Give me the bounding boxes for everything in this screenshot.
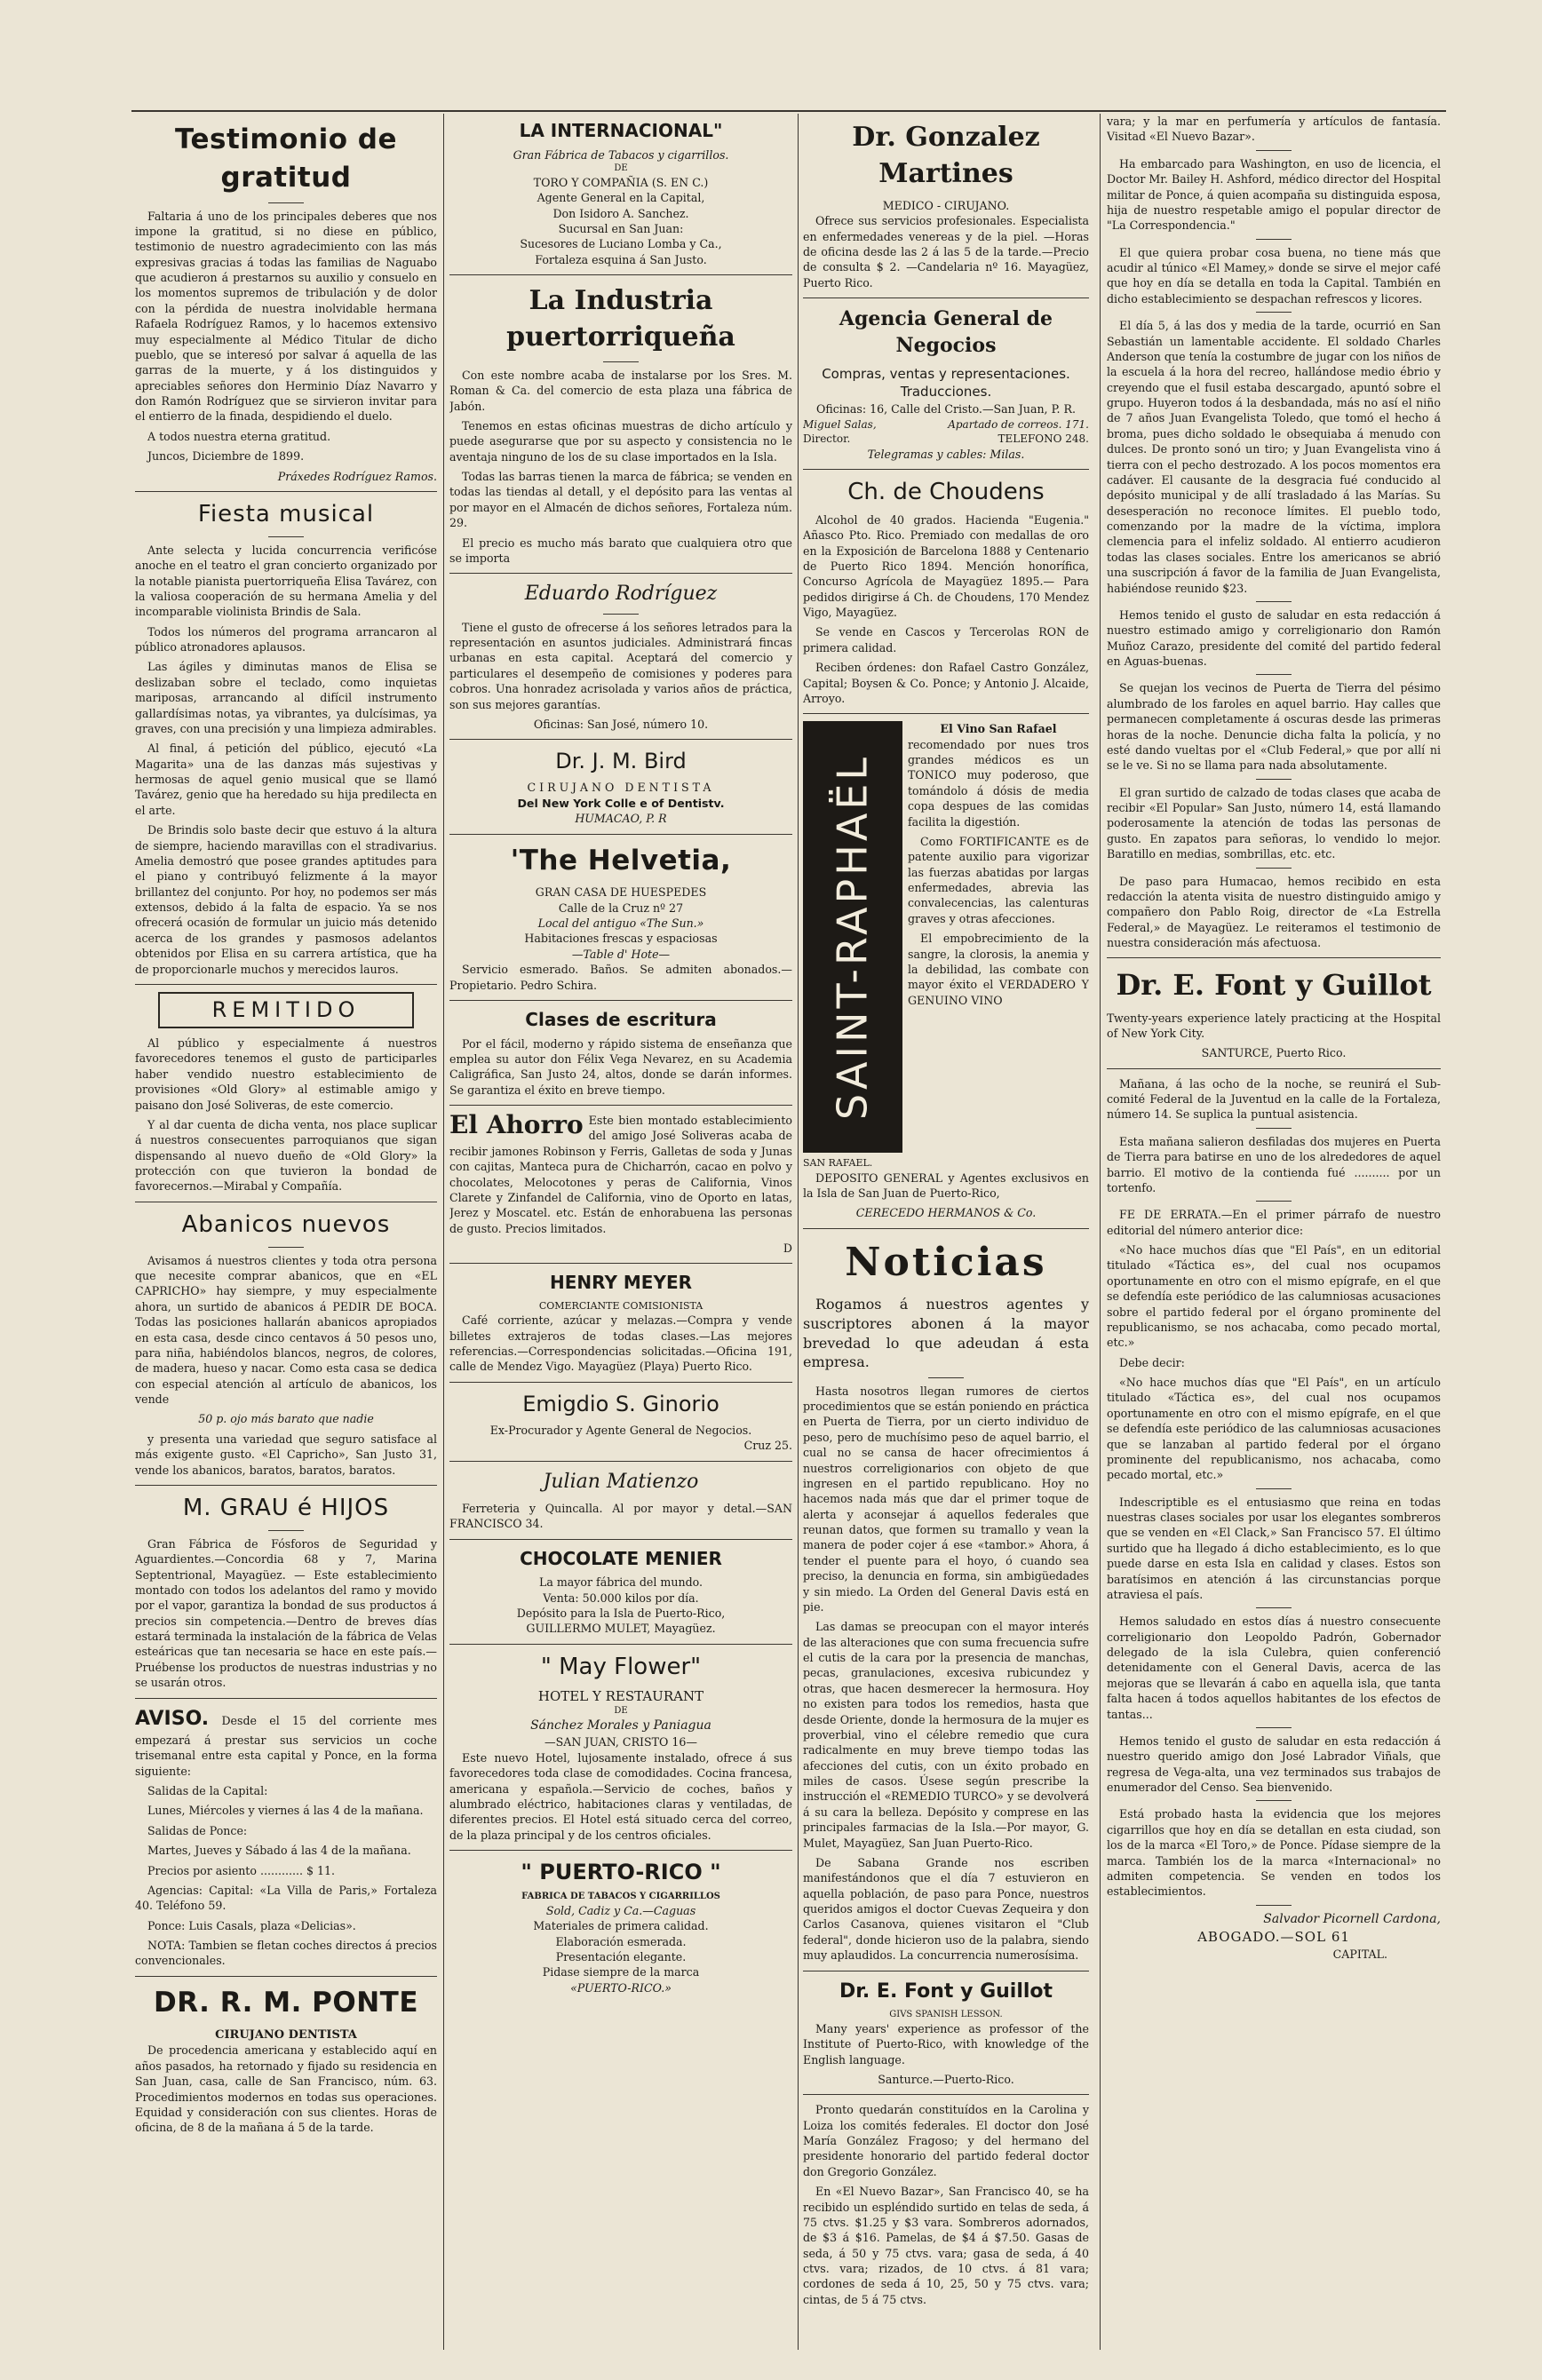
divider [1256,1905,1292,1906]
puertorico-line: Elaboración esmerada. [555,1934,687,1948]
divider [135,1698,437,1699]
meyer-subtitle: COMERCIANTE COMISIONISTA [538,1299,703,1312]
bird-heading: Dr. J. M. Bird [555,749,687,774]
agencia-line: Oficinas: 16, Calle del Cristo.—San Juan, P. R. [816,402,1076,416]
divider [135,984,437,985]
helvetia-line: Calle de la Cruz nº 27 [558,900,684,915]
testimonio-heading: Testimonio de gratitud [174,123,398,194]
martines-subtitle: MEDICO - CIRUJANO. [882,198,1010,212]
news-paragraph: Hemos tenido el gusto de saludar en esta redacción á nuestro querido amigo don José Labrador Viñals, que regresa de Vega-alta, una vez terminados sus trabajos de enumerador del Censo. Sea bienvenido. [1107,1733,1441,1795]
puertorico-line: Materiales de primera calidad. [533,1919,709,1933]
ponte-subtitle: CIRUJANO DENTISTA [215,2027,357,2042]
industria-heading: La Industria puertorriqueña [506,285,735,353]
noticias-paragraph: De Sabana Grande nos escriben manifestándonos que el día 7 estuvieron en aquella población, de paso para Ponce, nuestros queridos amigos el doctor Cuevas Zequeira y don Carlos Casanova, quienes visitaron el "Club federal", donde hicieron uso de la palabra, siendo muy aplaudidos. La concurrencia numerosísima. [803,1855,1089,1963]
testimonio-paragraph: Faltaria á uno de los principales deberes que nos impone la gratitud, si no diese en público, testimonio de nuestro agradecimiento con las más expresivas gracias á todas las familias de Naguabo que acudieron á prestarnos su auxilio y consuelo en los momentos supremos de tribulación y de dolor con la pérdida de nuestra inolvidable hermana Rafaela Rodríguez Ramos, y lo hacemos extensivo muy especialmente al Médico Titular de dicho pueblo, que se interesó por salvar á aquella de las garras de la muerte, y á los distinguidos y apreciables señores don Herminio Díaz Navarro y don Ramón Rodríguez que se sirvieron invitar para el entierro de la finada, despidiendo el duelo. [135,209,437,424]
news-paragraph: Ha embarcado para Washington, en uso de licencia, el Doctor Mr. Bailey H. Ashford, médico director del Hospital militar de Ponce, á quien acompaña su distinguida esposa, hija de nuestro respetable amigo el popular director de "La Correspondencia." [1107,156,1441,233]
divider [449,1461,792,1462]
remitido-paragraph: Al público y especialmente á nuestros favorecedores tenemos el gusto de participarles haber vendido nuestro establecimiento de provisiones «Old Glory» al estimable amigo y paisano don José Soliveras, de este comercio. [135,1036,437,1112]
news-paragraph: Hemos saludado en estos días á nuestro consecuente correligionario don Leopoldo Padrón, Gobernador delegado de la isla Culebra, quien conferenció detenidamente con el General Davis, acerca de las mejoras que se llevarán á cabo en aquella isla, que tanta falta hacen á todos aquellos habitantes de los efectos de tantas... [1107,1614,1441,1721]
divider [1256,150,1292,151]
divider [1107,957,1441,958]
fiesta-paragraph: Ante selecta y lucida concurrencia verificóse anoche en el teatro el gran concierto organizado por la notable pianista puertorriqueña Elisa Tavárez, con la valiosa cooperación de su hermana Amelia y del incomparable violinista Brindis de Sala. [135,543,437,619]
ginorio-line: Cruz 25. [743,1439,792,1453]
agencia-line: Miguel Salas, [803,417,877,431]
internacional-heading: LA INTERNACIONAL" [519,120,723,141]
divider [1256,1727,1292,1728]
divider [449,739,792,740]
raphael-label: SAINT-RAPHAËL [828,754,877,1121]
agencia-line: Telegramas y cables: Milas. [867,447,1025,461]
aviso-line: Precios por asiento ............ $ 11. [147,1863,336,1877]
divider [449,1382,792,1383]
internacional-line: Sucesores de Luciano Lomba y Ca., [520,237,722,251]
aviso-line: Salidas de Ponce: [147,1823,248,1837]
news-paragraph: El día 5, á las dos y media de la tarde, ocurrió en San Sebastián un lamentable accidente. El soldado Charles Anderson que tenía la costumbre de jugar con los niños de la escuela á la hora del recreo, hallándose medio ébrio y creyendo que el fusil estaba descargado, apuntó sobre el grupo. Huyeron todos á la desbandada, más no así el niño de 7 años Juan Evangelista Toledo, que tomó el hecho á broma, pues dicho soldado le obsequiaba á menudo con dulces. De pronto sonó un tiro; y Juan Evangelista vino á tierra con el pecho destrozado. A los pocos momentos era cadáver. El causante de la desgracia fué conducido al depósito municipal y de allí trasladado á las Marías. Su desesperación no reconoce límites. El pueblo todo, comenzando por la madre de la víctima, implora clemencia para el infeliz soldado. Al entierro acudieron todas las clases sociales. Entre los americanos se abrió una suscripción á favor de la familia de Juan Evangelista, habiéndose reunido $23. [1107,319,1441,595]
abanicos-paragraph: y presenta una variedad que seguro satisface al más exigente gusto. «El Capricho», San Justo 31, vende los abanicos, baratos, baratos, baratos. [135,1432,437,1477]
menier-line: La mayor fábrica del mundo. [538,1575,703,1590]
fiesta-heading: Fiesta musical [197,500,375,528]
remitido-heading: REMITIDO [158,992,414,1028]
raphael-paragraph: recomendado por nues tros grandes médicos es un TONICO muy poderoso, que tomándolo á dósis de media copa despues de las comidas facilita la digestión. [908,737,1089,829]
divider [1256,239,1292,240]
helvetia-paragraph: Servicio esmerado. Baños. Se admiten abonados.—Propietario. Pedro Schira. [449,963,792,992]
menier-heading: CHOCOLATE MENIER [520,1547,722,1569]
lawyer-city: CAPITAL. [1332,1947,1387,1961]
noticias-paragraph: Las damas se preocupan con el mayor interés de las alteraciones que con suma frecuencia sufre el cutis de la cara por la presencia de manchas, pecas, granulaciones, excesiva rubicundez y otras, que hacen desmerecer la hermosura. Hoy no existen para todos los remedios, hasta que desde Oriente, donde la hermosura de la mujer es proverbial, vino el célebre remedio que cura radicalmente en muy breve tiempo todas las afecciones del cutis, con un éxito probado en miles de casos. Úsese según prescribe la instrucción el «REMEDIO TURCO» y se devolverá á su cara la belleza. Depósito y comprese en las principales farmacias de la Isla.—Por mayor, G. Mulet, Mayagüez, San Juan Puerto-Rico. [803,1620,1089,1850]
helvetia-line: —Table d' Hote— [571,947,671,961]
puertorico-heading: " PUERTO-RICO " [521,1860,721,1884]
industria-paragraph: Con este nombre acaba de instalarse por los Sres. M. Roman & Ca. del comercio de esta plaza una fábrica de Jabón. [449,368,792,413]
matienzo-paragraph: Ferreteria y Quincalla. Al por mayor y detal.—SAN FRANCISCO 34. [449,1501,792,1531]
fiesta-paragraph: Las ágiles y diminutas manos de Elisa se deslizaban sobre el teclado, como inquietas mariposas, arrancando al difícil instrumento gallardísimas notas, ya vibrantes, ya dulcísimas, ya graves, con una precisión y una limpieza admirables. [135,660,437,735]
internacional-subtitle: Gran Fábrica de Tabacos y cigarrillos. [513,147,729,162]
ahorro-paragraph: Este bien montado establecimiento del amigo José Soliveras acaba de recibir jamones Robinson y Ferris, Galletas de soda y Junas con cajitas, Manteca pura de Chicharrón, cacao en polvo y chocolates, Melocotones y peras de California, Vinos Clarete y Zinfandel de California, vino de Oporto en latas, Jerez y Moscatel. etc. Están de enhorabuena las personas de gusto. Precios limitados. [449,1114,792,1235]
aviso-paragraph: Desde el 15 del corriente mes empezará á prestar sus servicios un coche trisemanal entre esta capital y Ponce, en la forma siguiente: [135,1713,437,1778]
internacional-line: Agente General en la Capital, [537,191,705,205]
news-paragraph: El que quiera probar cosa buena, no tiene más que acudir al túnico «El Mamey,» donde se sirve el mejor café que hoy en día se detalla en toda la Capital. También en dicho establecimiento se despachan refrescos y licores. [1107,245,1441,305]
divider [928,1377,964,1378]
divider [803,1228,1089,1229]
divider [449,573,792,574]
raphael-ad [803,721,1089,1156]
mayflower-line: —SAN JUAN, CRISTO 16— [544,1735,697,1749]
testimonio-signature: Práxedes Rodríguez Ramos. [277,469,437,483]
helvetia-line: Local del antiguo «The Sun.» [537,916,704,931]
font-heading: Dr. E. Font y Guillot [839,1979,1053,2003]
aviso-line: Martes, Jueves y Sábado á las 4 de la mañana. [147,1844,411,1858]
agencia-line: Traducciones. [900,384,992,401]
divider [1256,312,1292,313]
news-paragraph: Se quejan los vecinos de Puerta de Tierra del pésimo alumbrado de los faroles en aquel barrio. Hay calles que permanecen completamente á oscuras desde las primeras horas de la noche. Denuncie dicha falta la policía, y no esté dando vueltas por el «Club Federal,» que por allí ni se le ve. Si no se llama para nada absolutamente. [1107,681,1441,773]
news-paragraph: Mañana, á las ocho de la noche, se reunirá el Sub-comité Federal de la Juventud en la calle de la Fortaleza, número 14. Se suplica la puntual asistencia. [1107,1076,1441,1122]
bird-line: Del New York Colle e of Dentistv. [517,796,725,810]
agencia-line: TELEFONO 248. [998,432,1089,446]
eduardo-paragraph: Tiene el gusto de ofrecerse á los señores letrados para la representación en asuntos judiciales. Administrará fincas urbanas en esta capital. Aceptará del comercio y particulares el desempeño de comisiones y poderes para cobros. Una honradez acrisolada y varios años de práctica, son sus mejores garantías. [449,620,792,711]
abanicos-paragraph: Avisamos á nuestros clientes y toda otra persona que necesite comprar abanicos, que en «EL CAPRICHO» hay siempre, y muy especialmente ahora, un surtido de abanicos á PEDIR DE BOCA. Todas las posiciones hallarán abanicos apropiados en esta casa, desde cinco centavos á 50 pesos uno, para niña, habiéndolos blancos, negros, de colores, de madera, hueso y nacar. Como esta casa se dedica con especial atención al artículo de abanicos, los vende [135,1253,437,1407]
lawyer-title: ABOGADO.—SOL 61 [1197,1928,1350,1945]
font-guillot-heading: Dr. E. Font y Guillot [1116,968,1432,1003]
divider [449,1644,792,1645]
eduardo-address: Oficinas: San José, número 10. [533,717,709,731]
ahorro-signature: D [783,1242,792,1255]
choudens-heading: Ch. de Choudens [847,478,1045,505]
helvetia-heading: 'The Helvetia, [510,844,732,877]
agencia-line: Director. [803,432,851,446]
puertorico-line: Sold, Cadiz y Ca.—Caguas [545,1903,696,1917]
lawyer-name: Salvador Picornell Cardona, [1263,1911,1441,1926]
testimonio-date: Juncos, Diciembre de 1899. [147,449,305,464]
top-rule [131,110,1446,112]
aviso-line: Salidas de la Capital: [147,1784,268,1797]
divider [449,1850,792,1851]
noticias-paragraph: Hasta nosotros llegan rumores de ciertos procedimientos que se están poniendo en práctica en Puerta de Tierra, por un cierto individuo de peso, pero de muchísimo peso de aquel barrio, el cual no se cansa de hacer ofrecimientos á nuestros correligionarios con objeto de que ingresen en el partido republicano. Hoy no hacemos nada más que dar el primer toque de alerta y aconsejar á aquellos federales que reunan datos, que formen su tramallo y vean la manera de poder cojer á ese «tambor.» Ahora, á tender el puente para el hoyo, ó cuando sea preciso, la denuncia en forma, sin ambigüedades y sin miedo. La Orden del General Davis está en pie. [803,1384,1089,1614]
font-guillot-line: Twenty-years experience lately practicing at the Hospital of New York City. [1107,1011,1441,1040]
puertorico-line: Presentación elegante. [555,1950,687,1964]
divider [1256,1128,1292,1129]
internacional-line: Fortaleza esquina á San Justo. [535,252,707,266]
raphael-paragraph: El empobrecimiento de la sangre, la clorosis, la anemia y la debilidad, las combate con mayor éxito el VERDADERO Y GENUINO VINO [908,932,1089,1007]
divider [449,1105,792,1106]
ginorio-line: Ex-Procurador y Agente General de Negocios. [489,1423,752,1437]
errata-heading: FE DE ERRATA. [1119,1208,1221,1222]
bird-subtitle: CIRUJANO DENTISTA [527,781,715,795]
martines-paragraph: Ofrece sus servicios profesionales. Especialista en enfermedades venereas y de la piel. —Horas de oficina desde las 2 á las 5 de la tarde.—Precio de consulta $ 2. —Candelaria nº 16. Mayagüez, Puerto Rico. [803,214,1089,290]
helvetia-line: Habitaciones frescas y espaciosas [524,932,718,946]
errata-paragraph: «No hace muchos días que "El País", en un editorial titulado «Táctica es», del cual nos ocupamos oportunamente en otro con el mismo epígrafe, en el que se defendía este periódico de las calumniosas acusaciones sobre el partido federal por el órgano prominente del republicanismo, se nos achacaba, como pecado mortal, etc.» [1107,1243,1441,1350]
aviso-heading: AVISO. [135,1707,210,1730]
internacional-line: Sucursal en San Juan: [558,221,684,235]
column-4 [1107,114,1441,2353]
testimonio-paragraph: A todos nuestra eterna gratitud. [147,429,331,443]
divider [803,469,1089,470]
divider [803,2094,1089,2095]
divider [603,614,639,615]
column-rule [1100,114,1101,2350]
choudens-paragraph: Alcohol de 40 grados. Hacienda "Eugenia." Añasco Pto. Rico. Premiado con medallas de oro en la Exposición de Barcelona 1888 y Centenario de Puerto Rico 1894. Mención honorífica, Concurso Agrícola de Mayagüez 1895.— Para pedidos dirigirse á Ch. de Choudens, 170 Mendez Vigo, Mayagüez. [803,512,1089,620]
news-paragraph: De paso para Humacao, hemos recibido en esta redacción la atenta visita de nuestro distinguido amigo y compañero don Pablo Roig, director de «La Estrella Federal,» de Mayagüez. Le reiteramos el testimonio de nuestra consideración más afectuosa. [1107,874,1441,949]
internacional-owner: TORO Y COMPAÑIA (S. EN C.) [533,175,709,189]
escritura-heading: Clases de escritura [525,1008,717,1030]
raphael-caption: SAN RAFAEL. [803,1157,873,1170]
abanicos-heading: Abanicos nuevos [181,1210,391,1238]
internacional-line: Don Isidoro A. Sanchez. [552,206,689,220]
grau-paragraph: Gran Fábrica de Fósforos de Seguridad y Aguardientes.—Concordia 68 y 7, Marina Septentrional, Mayagüez. — Este establecimiento montado con todos los adelantos del ramo y movido por el vapor, garantiza la bondad de sus productos á precios sin competencia.—Dentro de breves días estará terminada la instalación de la fábrica de Velas esteáricas que tan necesaria se hace en este país.—Pruébense los productos de nuestras industrias y no se usarán otros. [135,1536,437,1690]
font-guillot-line: SANTURCE, Puerto Rico. [1201,1046,1347,1060]
divider [1256,1607,1292,1608]
divider [449,834,792,835]
errata-paragraph: Debe decir: [1119,1355,1185,1369]
ponte-heading: DR. R. M. PONTE [153,1986,419,2019]
divider [1256,1201,1292,1202]
news-paragraph: vara; y la mar en perfumería y artículos de fantasía. Visitad «El Nuevo Bazar». [1107,115,1441,144]
meyer-paragraph: Café corriente, azúcar y melazas.—Compra y vende billetes extrajeros de todas clases.—Las mejores referencias.—Correspondencias solicitadas.—Oficina 191, calle de Mendez Vigo. Mayagüez (Playa) Puerto Rico. [449,1313,792,1374]
martines-heading: Dr. Gonzalez Martines [852,122,1040,190]
font-subtitle: GIVS SPANISH LESSON. [889,2009,1003,2019]
grau-heading: M. GRAU é HIJOS [182,1494,390,1521]
divider [268,536,304,537]
puertorico-line: «PUERTO-RICO.» [570,1980,672,1995]
raphael-deposit: DEPOSITO GENERAL y Agentes exclusivos en la Isla de San Juan de Puerto-Rico, [803,1170,1089,1200]
mayflower-paragraph: Este nuevo Hotel, lujosamente instalado, ofrece á sus favorecedores toda clase de comodidades. Cocina francesa, americana y española.—Servicio de coches, baños y alumbrado eléctrico, habitaciones claras y ventiladas, de diferentes precios. El Hotel está situado cerca del correo, de la plaza principal y de los centros oficiales. [449,1750,792,1842]
matienzo-heading: Julian Matienzo [543,1470,699,1493]
errata-paragraph: «No hace muchos días que "El País", en un artículo titulado «Táctica es», del cual nos ocupamos oportunamente en otro con el mismo epígrafe, en el que se defendía este periódico de las calumniosas acusaciones que se lanzaban al partido federal por el órgano prominente del republicanismo, nos achacaba, como pecado mortal, etc.» [1107,1376,1441,1482]
divider [135,1976,437,1977]
menier-line: GUILLERMO MULET, Mayagüez. [526,1622,716,1636]
aviso-line: NOTA: Tambien se fletan coches directos á precios convencionales. [135,1939,437,1968]
fiesta-paragraph: De Brindis solo baste decir que estuvo á la altura de siempre, haciendo maravillas con el stradivarius. Amelia demostró que posee grandes aptitudes para el piano y contribuyó felizmente á la mayor brillantez del conjunto. Por hoy, no podemos ser más extensos, debido á la falta de espacio. Ya se nos ofrecerá ocasión de formular un juicio más detenido acerca de los grandes y pasmosos adelantos obtenidos por Elisa en su carrera artística, que ha de proporcionarle muchos y merecidos lauros. [135,823,437,976]
font-address: Santurce.—Puerto-Rico. [878,2072,1014,2086]
escritura-paragraph: Por el fácil, moderno y rápido sistema de enseñanza que emplea su autor don Félix Vega Nevarez, en su Academia Caligráfica, San Justo 24, altos, donde se darán informes. Se garantiza el éxito en breve tiempo. [449,1036,792,1097]
divider [268,202,304,203]
agencia-heading: Agencia General de Negocios [839,307,1053,358]
industria-paragraph: Todas las barras tienen la marca de fábrica; se venden en todas las tiendas al detall, y el depósito para las ventas al por mayor en el Almacén de dichos señores, Fortaleza núm. 29. [449,470,792,530]
news-paragraph: Esta mañana salieron desfiladas dos mujeres en Puerta de Tierra para batirse en uno de los alrededores de aquel barrio. El motivo de la contienda fué .......... por un tortenfo. [1107,1134,1441,1194]
agencia-line: Compras, ventas y representaciones. [822,365,1070,382]
divider [603,361,639,362]
column-3 [803,114,1089,2353]
ponte-paragraph: De procedencia americana y establecido aquí en años pasados, ha retornado y fijado su residencia en San Juan, casa, calle de San Francisco, núm. 63. Procedimientos modernos en todas sus operaciones. Equidad y consideración con sus clientes. Horas de oficina, de 8 de la mañana á 5 de la tarde. [135,2043,437,2135]
industria-paragraph: Tenemos en estas oficinas muestras de dicho artículo y puede asegurarse que por su aspecto y consistencia no le aventaja ninguno de los de su clase importados en la Isla. [449,418,792,464]
remitido-paragraph: Y al dar cuenta de dicha venta, nos place suplicar á nuestros consecuentes parroquianos que sigan dispensando al nuevo dueño de «Old Glory» la protección con que tuvieron la bondad de favorecernos.—Mirabal y Compañía. [135,1117,437,1194]
agencia-line: Apartado de correos. 171. [948,417,1089,431]
aviso-line: Agencias: Capital: «La Villa de Paris,» Fortaleza 40. Teléfono 59. [135,1883,437,1913]
divider [135,1485,437,1486]
noticias-paragraph: En «El Nuevo Bazar», San Francisco 40, se ha recibido un espléndido surtido en telas de seda, á 75 ctvs. $1.25 y $3 vara. Sombreros adornados, de $3 á $16. Pamelas, de $4 á $7.50. Gasas de seda, á 50 y 75 ctvs. vara; gasa de seda, á 40 ctvs. vara; rizados, de 10 ctvs. á 81 vara; cordones de seda á 10, 25, 50 y 75 ctvs. vara; cintas, de 5 á 75 ctvs. [803,2185,1089,2306]
divider [1256,1488,1292,1489]
raphael-heading: El Vino San Rafael [940,722,1057,736]
helvetia-line: GRAN CASA DE HUESPEDES [535,885,707,900]
divider [449,1000,792,1001]
news-paragraph: Indescriptible es el entusiasmo que reina en todas nuestras clases sociales por usar los elegantes sombreros que se venden en «El Clack,» San Francisco 57. El último surtido que ha llegado á dicho establecimiento, es lo que puede darse en esta Isla en calidad y clases. Estos son baratísimos en atención á las circunstancias porque atraviesa el país. [1107,1495,1441,1601]
divider [1256,868,1292,869]
noticias-paragraph: Pronto quedarán constituídos en la Carolina y Loiza los comités federales. El doctor don José María González Fragoso; y del hermano del presidente honorario del partido federal doctor don Gregorio González. [803,2103,1089,2178]
fiesta-paragraph: Todos los números del programa arrancaron al público atronadores aplausos. [135,624,437,654]
divider [449,1539,792,1540]
column-rule [443,114,444,2350]
ahorro-heading: El Ahorro [449,1110,584,1139]
abanicos-slogan: 50 p. ojo más barato que nadie [198,1412,374,1426]
divider [1256,674,1292,675]
mayflower-line: DE [614,1706,628,1717]
divider [1107,1068,1441,1069]
ginorio-heading: Emigdio S. Ginorio [522,1391,719,1416]
bird-line: HUMACAO, P. R [575,812,667,826]
noticias-intro: Rogamos á nuestros agentes y suscriptores abonen á la mayor brevedad lo que adeudan á esta empresa. [803,1296,1089,1371]
errata-text: —En el primer párrafo de nuestro editorial del número anterior dice: [1107,1208,1441,1237]
mayflower-heading: " May Flower" [540,1653,702,1680]
eduardo-heading: Eduardo Rodríguez [524,583,718,606]
puertorico-line: FABRICA DE TABACOS Y CIGARRILLOS [521,1892,720,1902]
meyer-heading: HENRY MEYER [550,1272,692,1294]
aviso-line: Ponce: Luis Casals, plaza «Delicias». [147,1918,356,1932]
font-paragraph: Many years' experience as professor of the Institute of Puerto-Rico, with knowledge of the English language. [803,2021,1089,2067]
divider [803,713,1089,714]
column-rule [798,114,799,2350]
choudens-paragraph: Reciben órdenes: don Rafael Castro González, Capital; Boysen & Co. Ponce; y Antonio J. Alcaide, Arroyo. [803,661,1089,705]
divider [1256,779,1292,780]
column-1 [135,114,437,2353]
noticias-heading: Noticias [845,1239,1047,1285]
puertorico-line: Pidase siempre de la marca [542,1965,700,1979]
column-2 [449,114,792,2353]
menier-line: Venta: 50.000 kilos por día. [543,1591,699,1605]
news-paragraph: Está probado hasta la evidencia que los mejores cigarrillos que hoy en día se detallan en esta ciudad, son los de la marca «El Toro,» de Ponce. Pídase siempre de la marca. También los de la marca «Internacional» no admiten competencia. Se venden en todos los establecimientos. [1107,1807,1441,1899]
aviso-line: Lunes, Miércoles y viernes á las 4 de la mañana. [147,1804,424,1818]
divider [268,1247,304,1248]
divider [449,1263,792,1264]
fiesta-paragraph: Al final, á petición del público, ejecutó «La Magarita» una de las danzas más sujestivas y hermosas de aquel genio musical que se llamó Tavárez, genio que ha heredado su hija predilecta en el arte. [135,742,437,817]
divider [1256,601,1292,602]
divider [1256,1800,1292,1801]
menier-line: Depósito para la Isla de Puerto-Rico, [516,1606,726,1620]
divider [268,1530,304,1531]
mayflower-line: HOTEL Y RESTAURANT [537,1687,704,1704]
news-paragraph: Hemos tenido el gusto de saludar en esta redacción á nuestro estimado amigo y correligionario don Ramón Muñoz Carazo, presidente del comité del partido federal en Aguas-buenas. [1107,607,1441,668]
mayflower-line: Sánchez Morales y Paniagua [530,1718,711,1733]
raphael-bottle-image [803,721,902,1153]
choudens-paragraph: Se vende en Cascos y Tercerolas RON de primera calidad. [803,625,1089,654]
raphael-paragraph: Como FORTIFICANTE es de patente auxilio para vigorizar las fuerzas abatidas por largas enfermedades, abrevia las convalecencias, las calenturas graves y otras afecciones. [908,834,1089,925]
internacional-de: DE [614,163,628,173]
divider [135,491,437,492]
raphael-deposit: CERECEDO HERMANOS & Co. [855,1206,1037,1220]
news-paragraph: El gran surtido de calzado de todas clases que acaba de recibir «El Popular» San Justo, número 14, está llamando poderosamente la atención de todas las personas de gusto. En zapatos para señoras, lo vendido lo mejor. Baratillo en medias, sombrillas, etc. etc. [1107,785,1441,861]
industria-paragraph: El precio es mucho más barato que cualquiera otro que se importa [449,536,792,565]
divider [449,274,792,275]
